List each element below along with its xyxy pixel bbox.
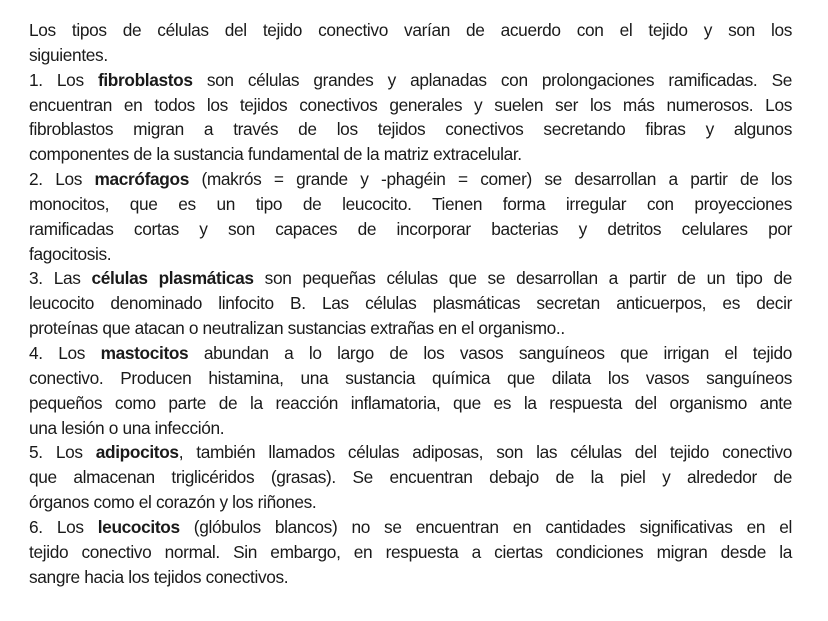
list-item xyxy=(29,515,792,590)
text-line xyxy=(29,68,792,93)
text-line: fagocitosis. xyxy=(29,243,112,264)
list-item xyxy=(29,341,792,440)
text-line: órganos como el corazón y los riñones. xyxy=(29,492,317,513)
item-text: (glóbulos blancos) no se encuentran en cantidades significativas en el xyxy=(179,516,793,537)
cell-type-term: mastocitos xyxy=(100,342,189,363)
item-article: Los xyxy=(58,342,86,363)
text-line: leucocito denominado linfocito B. Las células plasmáticas secretan anticuerpos, es decir xyxy=(29,293,792,314)
text-line: encuentran en todos los tejidos conectivos generales y suelen ser los más numerosos. Los xyxy=(29,94,792,115)
cell-type-list xyxy=(29,68,792,590)
item-text: son pequeñas células que se desarrollan a partir de un tipo de xyxy=(253,268,793,289)
list-item xyxy=(29,440,792,515)
text-line: fibroblastos migran a través de los tejidos conectivos secretando fibras y algunos xyxy=(29,119,792,140)
item-article: Los xyxy=(56,69,84,90)
text-line: tejido conectivo normal. Sin embargo, en respuesta a ciertas condiciones migran desde la xyxy=(29,541,792,562)
item-text: son células grandes y aplanadas con prolongaciones ramificadas. Se xyxy=(192,69,793,90)
item-text: (makrós = grande y -phagéin = comer) se desarrollan a partir de los xyxy=(188,169,793,190)
item-text: abundan a lo largo de los vasos sanguíneos que irrigan el tejido xyxy=(188,342,793,363)
text-line xyxy=(29,515,792,540)
list-item xyxy=(29,266,792,341)
text-line: conectivo. Producen histamina, una sustancia química que dilata los vasos sanguíneos xyxy=(29,367,792,388)
text-line: sangre hacia los tejidos conectivos. xyxy=(29,566,289,587)
item-article: Los xyxy=(55,442,83,463)
text-line: monocitos, que es un tipo de leucocito. Tienen forma irregular con proyecciones xyxy=(29,193,792,214)
list-item xyxy=(29,68,792,167)
text-line: siguientes. xyxy=(29,44,108,65)
item-number: 2. xyxy=(29,169,43,190)
document-body xyxy=(29,18,792,589)
item-article: Las xyxy=(53,268,81,289)
cell-type-term: macrófagos xyxy=(94,169,189,190)
item-number: 3. xyxy=(29,268,43,289)
cell-type-term: adipocitos xyxy=(95,442,179,463)
intro-paragraph xyxy=(29,18,792,68)
item-number: 4. xyxy=(29,342,43,363)
text-line: que almacenan triglicéridos (grasas). Se encuentran debajo de la piel y alrededor de xyxy=(29,467,792,488)
item-number: 6. xyxy=(29,516,43,537)
text-line xyxy=(29,167,792,192)
text-line xyxy=(29,440,792,465)
text-line: ramificadas cortas y son capaces de incorporar bacterias y detritos celulares por xyxy=(29,218,792,239)
text-line xyxy=(29,266,792,291)
item-text: , también llamados células adiposas, son las células del tejido conectivo xyxy=(178,442,792,463)
text-line: una lesión o una infección. xyxy=(29,417,225,438)
text-line: proteínas que atacan o neutralizan sustancias extrañas en el organismo.. xyxy=(29,318,565,339)
item-number: 1. xyxy=(29,69,43,90)
text-line: pequeños como parte de la reacción inflamatoria, que es la respuesta del organismo ante xyxy=(29,392,792,413)
cell-type-term: células plasmáticas xyxy=(91,268,254,289)
text-line: Los tipos de células del tejido conectivo varían de acuerdo con el tejido y son los xyxy=(29,20,792,40)
text-line xyxy=(29,341,792,366)
cell-type-term: fibroblastos xyxy=(97,69,193,90)
item-article: Los xyxy=(55,169,83,190)
item-article: Los xyxy=(56,516,84,537)
text-line: componentes de la sustancia fundamental de la matriz extracelular. xyxy=(29,144,522,165)
list-item xyxy=(29,167,792,266)
cell-type-term: leucocitos xyxy=(97,516,180,537)
item-number: 5. xyxy=(29,442,43,463)
